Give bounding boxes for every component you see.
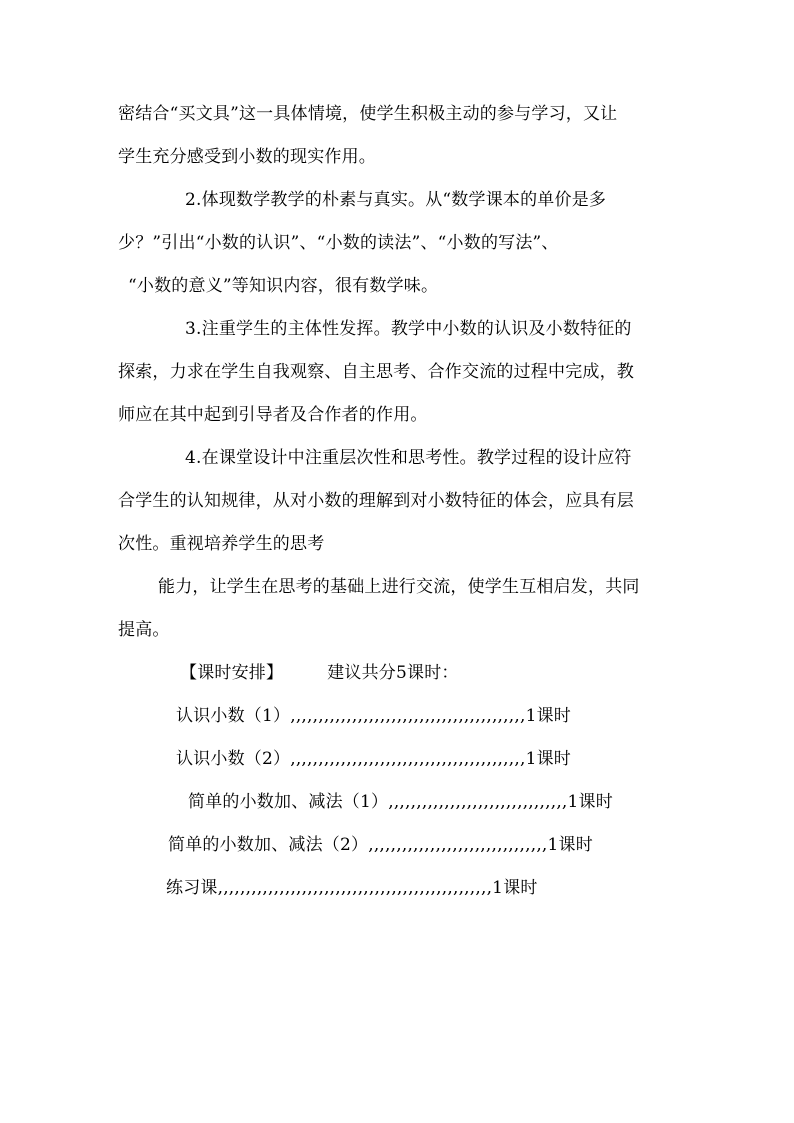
schedule-summary: 建议共分5课时： xyxy=(327,663,459,683)
paragraph-2-line-3: “小数的意义”等知识内容，很有数学味。 xyxy=(128,276,439,296)
paragraph-4-line-1: 4.在课堂设计中注重层次性和思考性。教学过程的设计应符 xyxy=(185,448,632,468)
paragraph-4-line-2: 合学生的认知规律，从对小数的理解到对小数特征的体会，应具有层 xyxy=(118,491,634,511)
paragraph-2-line-1: 2.体现数学教学的朴素与真实。从“数学课本的单价是多 xyxy=(185,190,607,210)
paragraph-4-line-3: 次性。重视培养学生的思考 xyxy=(118,534,325,554)
schedule-item: 认识小数（1）,,,,,,,,,,,,,,,,,,,,,,,,,,,,,,,,,,,,,,,,,,1课时 xyxy=(176,706,571,726)
paragraph-5-line-2: 提高。 xyxy=(118,620,170,640)
paragraph-5-line-1: 能力，让学生在思考的基础上进行交流，使学生互相启发，共同 xyxy=(158,577,640,597)
schedule-item: 练习课,,,,,,,,,,,,,,,,,,,,,,,,,,,,,,,,,,,,,,,,,,,,,,,,,1课时 xyxy=(166,878,538,898)
paragraph-2-line-2: 少？”引出“小数的认识”、“小数的读法”、“小数的写法”、 xyxy=(118,233,559,253)
schedule-item: 认识小数（2）,,,,,,,,,,,,,,,,,,,,,,,,,,,,,,,,,,,,,,,,,,1课时 xyxy=(176,749,571,769)
schedule-item: 简单的小数加、减法（2）,,,,,,,,,,,,,,,,,,,,,,,,,,,,,,,,1课时 xyxy=(168,835,593,855)
paragraph-3-line-3: 师应在其中起到引导者及合作者的作用。 xyxy=(118,405,428,425)
schedule-heading: 【课时安排】 xyxy=(180,663,284,683)
paragraph-1-line-1: 密结合“买文具”这一具体情境，使学生积极主动的参与学习，又让 xyxy=(118,104,618,124)
schedule-header xyxy=(180,662,459,684)
schedule-item: 简单的小数加、减法（1）,,,,,,,,,,,,,,,,,,,,,,,,,,,,,,,,1课时 xyxy=(188,792,613,812)
paragraph-1-line-2: 学生充分感受到小数的现实作用。 xyxy=(118,147,376,167)
paragraph-3-line-1: 3.注重学生的主体性发挥。教学中小数的认识及小数特征的 xyxy=(185,319,632,339)
paragraph-3-line-2: 探索，力求在学生自我观察、自主思考、合作交流的过程中完成，教 xyxy=(118,362,634,382)
